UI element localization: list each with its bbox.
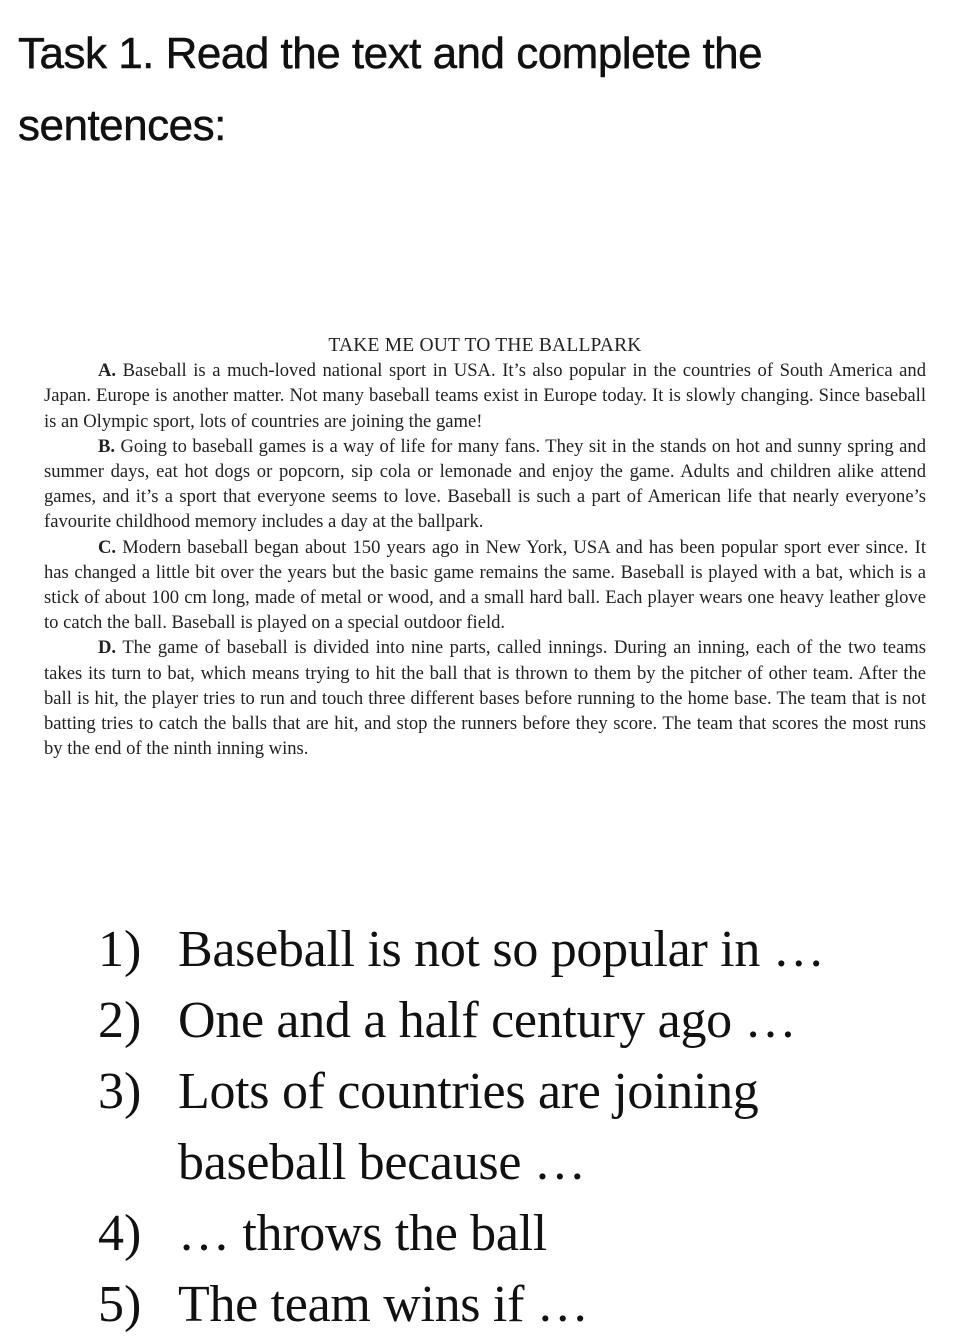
task-title: Task 1. Read the text and complete the sentences:	[18, 29, 763, 150]
paragraph-a	[44, 358, 926, 434]
paragraph-text: Going to baseball games is a way of life for many fans. They sit in the stands on hot and sunny spring and summer days, eat hot dogs or popcorn, sip cola or lemonade and enjoy the game. Adults and children alike attend games, and it’s a sport that everyone seems to love. Baseball is such a part of American life that nearly everyone’s favourite childhood memory includes a day at the ballpark.	[44, 435, 926, 533]
item-number: 1)	[98, 921, 142, 978]
paragraph-letter: D.	[98, 637, 117, 659]
paragraph-b	[44, 434, 926, 535]
reading-title: TAKE ME OUT TO THE BALLPARK	[328, 335, 642, 356]
reading-text-block	[44, 333, 926, 761]
paragraph-c	[44, 535, 926, 636]
item-text: The team wins if …	[178, 1276, 589, 1333]
list-item	[98, 914, 958, 985]
item-number: 3)	[98, 1063, 142, 1120]
item-number: 2)	[98, 992, 142, 1049]
paragraph-letter: A.	[98, 360, 117, 382]
item-number: 4)	[98, 1205, 142, 1262]
paragraph-letter: C.	[98, 536, 117, 558]
list-item	[98, 985, 958, 1056]
paragraph-d	[44, 635, 926, 761]
paragraph-letter: B.	[98, 435, 116, 457]
item-text: … throws the ball	[178, 1205, 547, 1262]
item-text: One and a half century ago …	[178, 992, 797, 1049]
paragraph-text: Modern baseball began about 150 years ago in New York, USA and has been popular sport ever since. It has changed a little bit over the years but the basic game remains the same. Baseball is played with a bat, which is a stick of about 100 cm long, made of metal or wood, and a small hard ball. Each player wears one heavy leather glove to catch the ball. Baseball is played on a special outdoor field.	[44, 536, 926, 634]
list-item	[98, 1198, 958, 1269]
item-text: Lots of countries are joining baseball because …	[178, 1063, 759, 1191]
item-text: Baseball is not so popular in …	[178, 921, 825, 978]
paragraph-text: Baseball is a much-loved national sport in USA. It’s also popular in the countries of South America and Japan. Europe is another matter. Not many baseball teams exist in Europe today. It is slowly changing. Since baseball is an Olympic sport, lots of countries are joining the game!	[44, 360, 926, 432]
list-item	[98, 1056, 958, 1198]
list-item	[98, 1269, 958, 1340]
sentence-list	[98, 914, 958, 1340]
item-number: 5)	[98, 1276, 142, 1333]
paragraph-text: The game of baseball is divided into nine parts, called innings. During an inning, each of the two teams takes its turn to bat, which means trying to hit the ball that is thrown to them by the pitcher of other team. After the ball is hit, the player tries to run and touch three different bases before running to the home base. The team that is not batting tries to catch the balls that are hit, and stop the runners before they score. The team that scores the most runs by the end of the ninth inning wins.	[44, 637, 926, 760]
